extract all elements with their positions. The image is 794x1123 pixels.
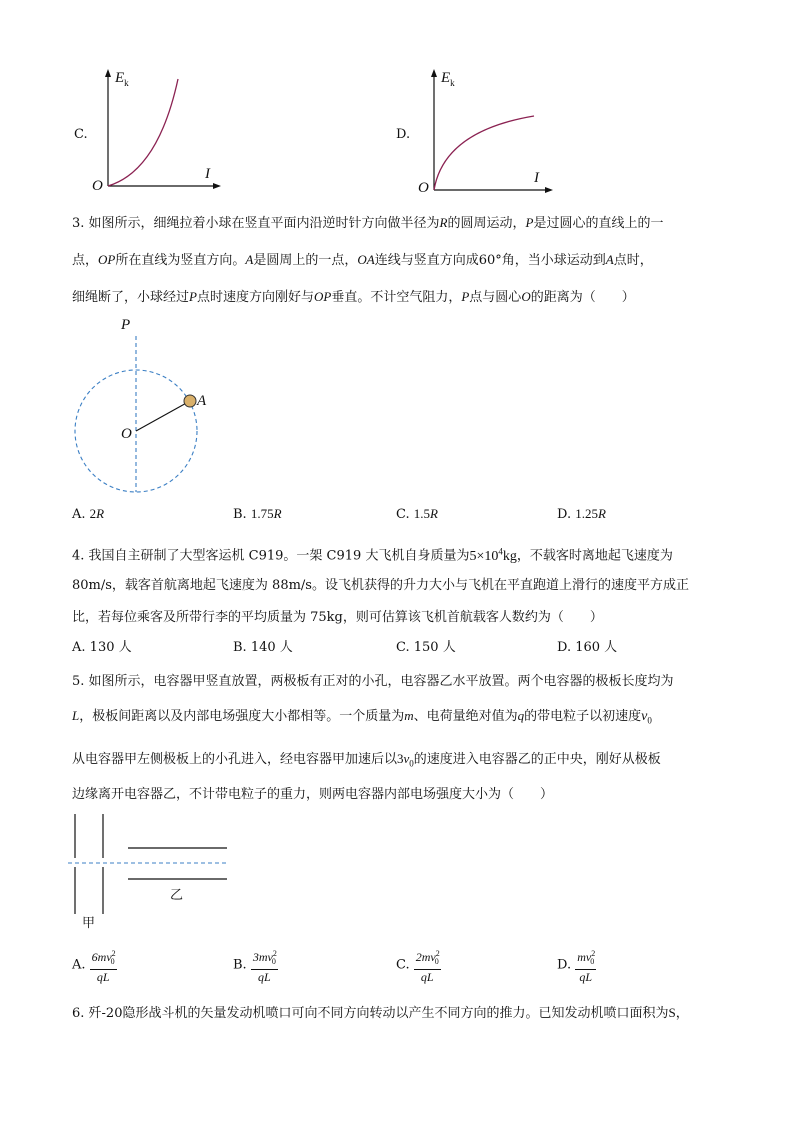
q4-option-b[interactable]: B. 140 人 bbox=[233, 640, 293, 655]
graph-d-y-arrow bbox=[431, 69, 437, 77]
q5-label-jia: 甲 bbox=[82, 916, 96, 931]
q4-mass: $5\times 10^4kg$ bbox=[469, 546, 517, 564]
graph-c-origin: O bbox=[92, 178, 103, 194]
q3-line-1: 3. 如图所示，细绳拉着小球在竖直平面内沿逆时针方向做半径为R的圆周运动，P是过圆心的直线上的一 bbox=[72, 215, 664, 231]
q3-figure bbox=[66, 316, 216, 496]
graph-d-origin: O bbox=[418, 180, 429, 196]
q5-option-b-fraction: $\frac{3mv^2_0}{qL}$ bbox=[252, 949, 277, 985]
q3-line-3: 细绳断了，小球经过P点时速度方向刚好与OP垂直。不计空气阻力，P点与圆心O的距离为（ ） bbox=[72, 289, 635, 305]
q5-line-4: 边缘离开电容器乙，不计带电粒子的重力，则两电容器内部电场强度大小为（ ） bbox=[72, 787, 554, 802]
q3-string-oa bbox=[136, 401, 190, 431]
q5-option-c[interactable]: C. $\frac{2mv^2_0}{qL}$ bbox=[396, 949, 440, 985]
graph-d-curve bbox=[434, 116, 534, 190]
q5-line-1: 5. 如图所示，电容器甲竖直放置，两极板有正对的小孔，电容器乙水平放置。两个电容器的极板长度均为 bbox=[72, 674, 674, 689]
q5-option-a[interactable]: A. $\frac{6mv^2_0}{qL}$ bbox=[72, 949, 116, 985]
graph-d-y-label: $E_k$ bbox=[441, 70, 455, 88]
graph-c-y-arrow bbox=[105, 69, 111, 77]
q3-line-2: 点，OP所在直线为竖直方向。A是圆周上的一点，OA连线与竖直方向成60°角，当小球运动到A点时， bbox=[72, 252, 653, 268]
q4-line-3: 比，若每位乘客及所带行李的平均质量为 75kg，则可估算该飞机首航载客人数约为（ ） bbox=[72, 610, 603, 625]
q6-line-1: 6. 歼-20隐形战斗机的矢量发动机喷口可向不同方向转动以产生不同方向的推力。已知发动机喷口面积为S， bbox=[72, 1005, 689, 1021]
q5-option-d[interactable]: D. $\frac{mv^2_0}{qL}$ bbox=[557, 949, 596, 985]
q3-option-a[interactable]: A. 2R bbox=[72, 506, 105, 522]
graph-c-x-label: I bbox=[205, 166, 210, 182]
q5-figure bbox=[66, 810, 236, 920]
q3-ball bbox=[184, 395, 196, 407]
q5-option-a-fraction: $\frac{6mv^2_0}{qL}$ bbox=[91, 949, 116, 985]
q5-option-c-fraction: $\frac{2mv^2_0}{qL}$ bbox=[415, 949, 440, 985]
q3-label-a: A bbox=[197, 393, 207, 409]
q5-label-yi: 乙 bbox=[170, 888, 184, 903]
q4-option-d[interactable]: D. 160 人 bbox=[557, 640, 618, 655]
graph-d-x-label: I bbox=[534, 170, 539, 186]
q3-option-b[interactable]: B. 1.75R bbox=[233, 506, 282, 522]
q5-line-3: 从电容器甲左侧极板上的小孔进入，经电容器甲加速后以$3v_0$的速度进入电容器乙的正中央，刚好从极板 bbox=[72, 751, 661, 769]
option-c-label: C. bbox=[74, 127, 88, 142]
option-d-label: D. bbox=[396, 127, 411, 142]
q3-label-o: O bbox=[121, 426, 132, 442]
q3-option-d[interactable]: D. 1.25R bbox=[557, 506, 606, 522]
q4-option-a[interactable]: A. 130 人 bbox=[72, 640, 132, 655]
graph-c-x-arrow bbox=[213, 183, 221, 189]
graph-c-curve bbox=[108, 79, 178, 186]
q5-option-d-fraction: $\frac{mv^2_0}{qL}$ bbox=[577, 949, 596, 985]
q4-line-2: 80m/s，载客首航离地起飞速度为 88m/s。设飞机获得的升力大小与飞机在平直跑道上滑行的速度平方成正 bbox=[72, 578, 689, 593]
graph-d-x-arrow bbox=[545, 187, 553, 193]
q4-option-c[interactable]: C. 150 人 bbox=[396, 640, 456, 655]
q3-option-c[interactable]: C. 1.5R bbox=[396, 506, 438, 522]
q5-line-2: L，极板间距离以及内部电场强度大小都相等。一个质量为m、电荷量绝对值为q的带电粒子以初速度$v_0$ bbox=[72, 708, 652, 726]
graph-c-y-label: $E_k$ bbox=[115, 70, 129, 88]
q5-option-b[interactable]: B. $\frac{3mv^2_0}{qL}$ bbox=[233, 949, 277, 985]
q4-line-1: 4. 我国自主研制了大型客运机 C919。一架 C919 大飞机自身质量为$5\times 10^4kg$，不载客时离地起飞速度为 bbox=[72, 546, 673, 564]
q3-label-p: P bbox=[121, 317, 131, 333]
